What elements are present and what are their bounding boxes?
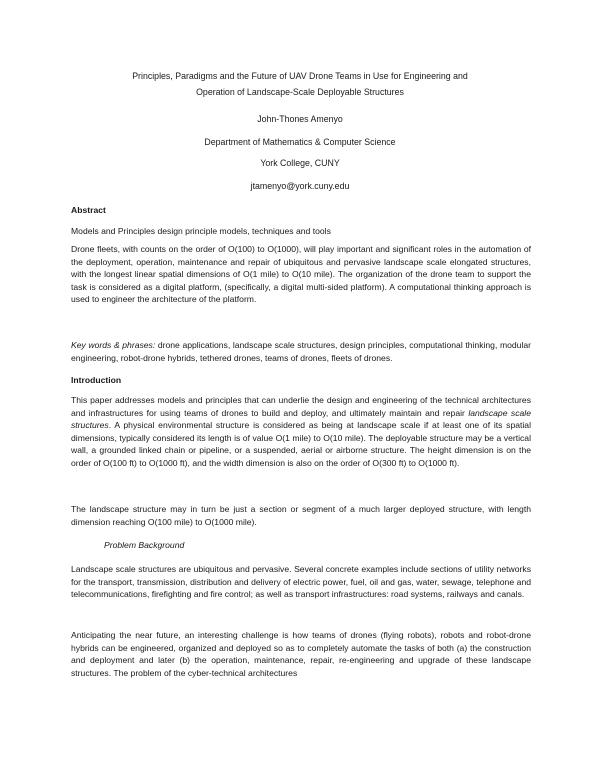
abstract-models-line: Models and Principles design principle models, techniques and tools	[71, 226, 331, 236]
author-email: jtamenyo@york.cuny.edu	[250, 181, 350, 191]
intro-p1-part-b: . A physical environmental structure is considered as being at landscape scale if at least one of its spatial dimensions, typically considered its length is of value O(1 mile) to O(10 mile). The deployable structure may be a vertical wall, a grounded linked chain or pipeline, or a suspended, aerial or airborne structure. The height dimension is on the order of O(100 ft) to O(1000 ft), and the width dimension is also on the order of O(300 ft) to O(1000 ft).	[71, 420, 531, 468]
title-line-1: Principles, Paradigms and the Future of UAV Drone Teams in Use for Engineering and	[132, 71, 468, 81]
intro-p1-part-a: This paper addresses models and principles that can underlie the design and engineering of the technical architectures and infrastructures for using teams of drones to build and deploy, and ultimately maintain and repair	[71, 395, 531, 418]
introduction-paragraph-3: Landscape scale structures are ubiquitous and pervasive. Several concrete examples include sections of utility networks for the transport, transmission, distribution and delivery of electric power, fuel, oil and gas, water, sewage, telephone and telecommunications, firefighting and fire control; as well as transport infrastructures: road systems, railways and canals.	[71, 564, 531, 600]
introduction-heading: Introduction	[71, 375, 122, 385]
intro-p1-emphasis: landscape scale structures	[71, 407, 531, 431]
introduction-paragraph-2: The landscape structure may in turn be just a section or segment of a much larger deployed structure, with length dimension reaching O(100 mile) to O(1000 mile).	[71, 504, 531, 527]
keywords-label: Key words & phrases:	[71, 340, 156, 350]
title-line-2: Operation of Landscape-Scale Deployable Structures	[196, 86, 404, 97]
introduction-paragraph-1	[71, 394, 531, 470]
paper-title	[60, 69, 540, 100]
author-name: John-Thones Amenyo	[257, 114, 343, 124]
introduction-paragraph-4: Anticipating the near future, an interesting challenge is how teams of drones (flying robots), robots and robot-drone hybrids can be engineered, organized and deployed so as to completely automate the tasks of both (a) the construction and deployment and later (b) the operation, maintenance, repair, re-engineering and upgrade of these landscape structures. The problem of the cyber-technical architectures	[71, 630, 531, 678]
keywords-text: drone applications, landscape scale structures, design principles, computational thinking, modular engineering, robot-drone hybrids, tethered drones, teams of drones, fleets of drones.	[71, 340, 531, 363]
author-department: Department of Mathematics & Computer Science	[204, 137, 396, 147]
abstract-paragraph: Drone fleets, with counts on the order of O(100) to O(1000), will play important and significant roles in the automation of the deployment, operation, maintenance and repair of ubiquitous and pervasive landscape scale elongated structures, with the longest linear spatial dimensions of O(1 mile) to O(10 mile). The organization of the drone team to support the task is considered as a digital platform, (specifically, a digital multi-sided platform). A computational thinking approach is used to engineer the architecture of the platform.	[71, 244, 531, 305]
keywords-paragraph	[71, 339, 531, 364]
abstract-heading: Abstract	[71, 205, 106, 215]
author-college: York College, CUNY	[260, 158, 340, 168]
problem-background-subheading: Problem Background	[104, 540, 185, 550]
